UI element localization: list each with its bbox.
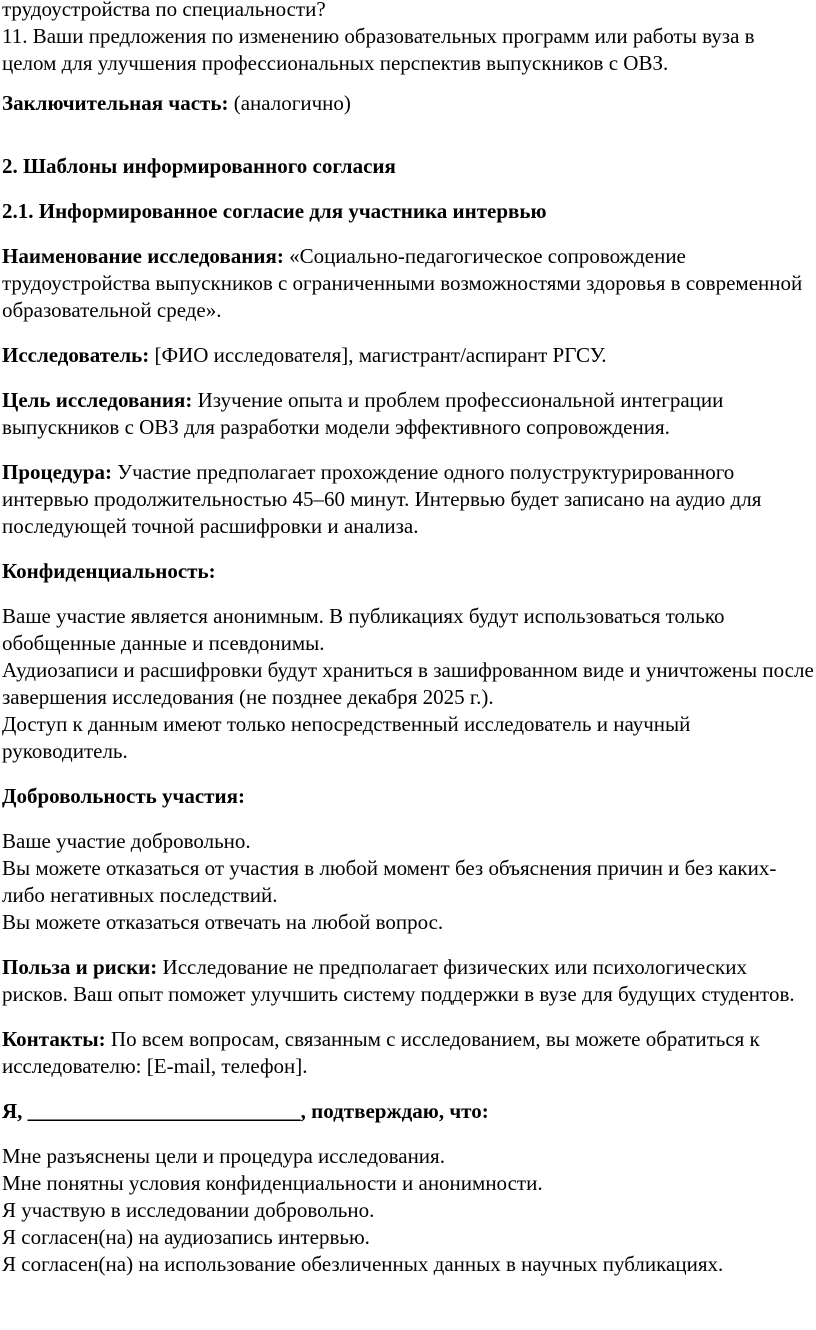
procedure-label: Процедура: <box>2 460 112 484</box>
question-continuation <box>2 0 814 77</box>
section-2-1-title: 2.1. Информированное согласие для участника интервью <box>2 199 547 223</box>
contacts-text: По всем вопросам, связанным с исследованием, вы можете обратиться к исследователю: [E-mail, телефон]. <box>2 1027 760 1078</box>
voluntary-body <box>2 828 814 936</box>
voluntary-heading: Добровольность участия: <box>2 784 245 808</box>
statement: Я согласен(на) на использование обезличенных данных в научных публикациях. <box>2 1252 724 1276</box>
contacts-label: Контакты: <box>2 1027 106 1051</box>
study-goal-text: Изучение опыта и проблем профессиональной интеграции выпускников с ОВЗ для разработки модели эффективного сопровождения. <box>2 388 724 439</box>
procedure-text: Участие предполагает прохождение одного полуструктурированного интервью продолжительностью 45–60 минут. Интервью будет записано на аудио для последующей точной расшифровки и анализа. <box>2 460 762 538</box>
final-part-label: Заключительная часть: <box>2 91 229 115</box>
question-10-tail: трудоустройства по специальности? <box>2 0 326 21</box>
confidentiality-p3: Доступ к данным имеют только непосредственный исследователь и научный руководитель. <box>2 712 691 763</box>
study-goal <box>2 387 814 441</box>
benefits-risks-label: Польза и риски: <box>2 955 158 979</box>
voluntary-p2: Вы можете отказаться от участия в любой момент без объяснения причин и без каких-либо негативных последствий. <box>2 856 777 907</box>
researcher <box>2 342 814 369</box>
final-part <box>2 90 814 117</box>
confidentiality-p2: Аудиозаписи и расшифровки будут храниться в зашифрованном виде и уничтожены после завершения исследования (не позднее декабря 2025 г.). <box>2 658 814 709</box>
question-11: 11. Ваши предложения по изменению образовательных программ или работы вуза в целом для улучшения профессиональных перспектив выпускников с ОВЗ. <box>2 24 755 75</box>
benefits-risks-text: Исследование не предполагает физических или психологических рисков. Ваш опыт поможет улучшить систему поддержки в вузе для будущих студентов. <box>2 955 795 1006</box>
confidentiality-p1: Ваше участие является анонимным. В публикациях будут использоваться только обобщенные данные и псевдонимы. <box>2 604 725 655</box>
statement: Мне понятны условия конфиденциальности и анонимности. <box>2 1171 543 1195</box>
statement: Я согласен(на) на аудиозапись интервью. <box>2 1225 370 1249</box>
study-goal-label: Цель исследования: <box>2 388 193 412</box>
researcher-text: [ФИО исследователя], магистрант/аспирант РГСУ. <box>149 343 607 367</box>
voluntary-p3: Вы можете отказаться отвечать на любой вопрос. <box>2 910 444 934</box>
voluntary-p1: Ваше участие добровольно. <box>2 829 251 853</box>
statement: Мне разъяснены цели и процедура исследования. <box>2 1144 445 1168</box>
statement: Я участвую в исследовании добровольно. <box>2 1198 375 1222</box>
contacts <box>2 1026 814 1080</box>
study-name-text: «Социально-педагогическое сопровождение трудоустройства выпускников с ограниченными возможностями здоровья в современной образовательной среде». <box>2 244 803 322</box>
final-part-text: (аналогично) <box>228 91 351 115</box>
confidentiality-body <box>2 603 814 765</box>
study-name <box>2 243 814 324</box>
benefits-risks <box>2 954 814 1008</box>
study-name-label: Наименование исследования: <box>2 244 284 268</box>
researcher-label: Исследователь: <box>2 343 150 367</box>
confidentiality-heading: Конфиденциальность: <box>2 559 216 583</box>
section-2-title: 2. Шаблоны информированного согласия <box>2 154 396 178</box>
procedure <box>2 459 814 540</box>
consent-statements <box>2 1143 814 1278</box>
confirmation-line: Я, __________________________, подтверждаю, что: <box>2 1099 489 1123</box>
